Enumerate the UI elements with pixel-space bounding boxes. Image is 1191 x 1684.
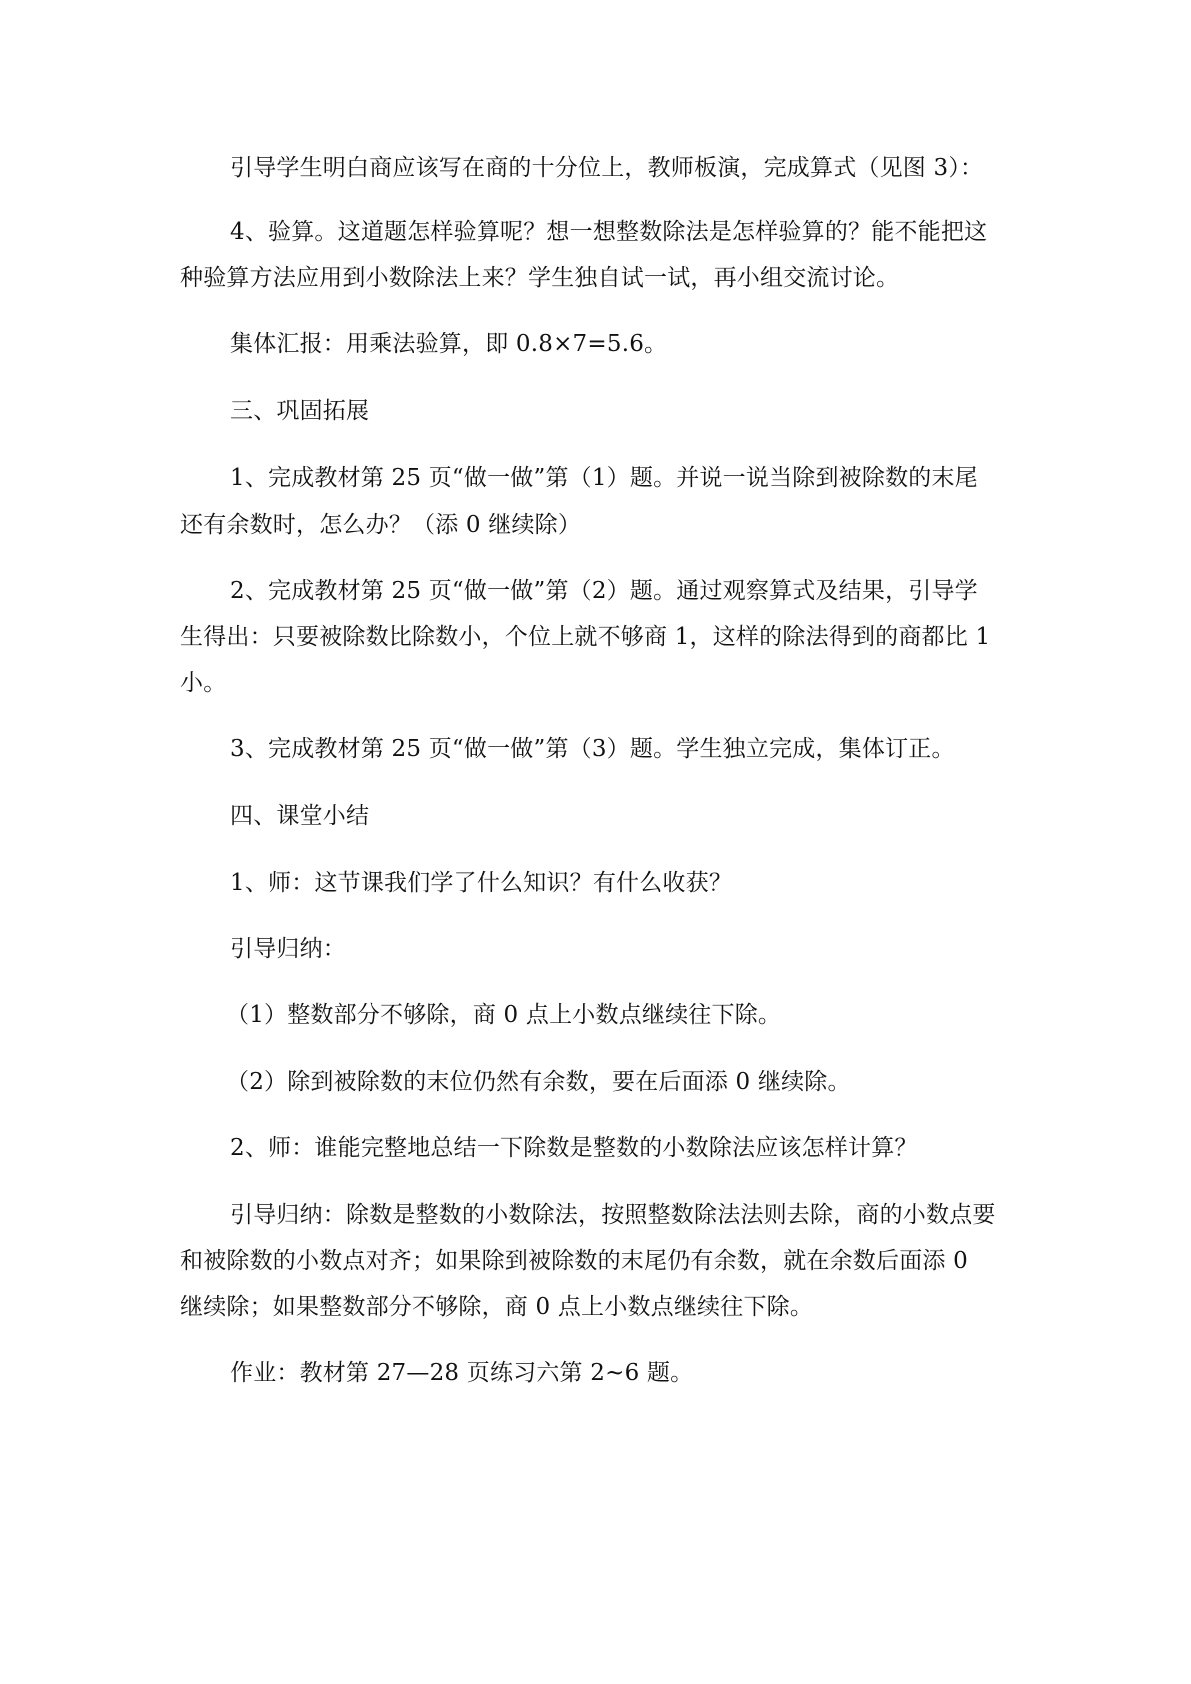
paragraph-line: 引导归纳：除数是整数的小数除法，按照整数除法法则去除，商的小数点要: [230, 1202, 996, 1228]
paragraph-line: 种验算方法应用到小数除法上来？学生独自试一试，再小组交流讨论。: [180, 265, 900, 291]
paragraph-line: 引导归纳：: [230, 936, 346, 962]
paragraph-line: 继续除；如果整数部分不够除，商 0 点上小数点继续往下除。: [180, 1294, 814, 1320]
paragraph-line: 小。: [180, 670, 227, 696]
section-heading: 四、课堂小结: [230, 803, 370, 829]
paragraph-line: 1、完成教材第 25 页“做一做”第（1）题。并说一说当除到被除数的末尾: [230, 465, 978, 491]
paragraph-line: 2、师：谁能完整地总结一下除数是整数的小数除法应该怎样计算？: [230, 1135, 918, 1161]
paragraph-line: 集体汇报：用乘法验算，即 0.8×7=5.6。: [230, 331, 668, 357]
paragraph-line: 4、验算。这道题怎样验算呢？想一想整数除法是怎样验算的？能不能把这: [230, 219, 988, 245]
paragraph-line: 引导学生明白商应该写在商的十分位上，教师板演，完成算式（见图 3）：: [230, 155, 984, 181]
paragraph-line: 3、完成教材第 25 页“做一做”第（3）题。学生独立完成，集体订正。: [230, 736, 955, 762]
paragraph-line: （1）整数部分不够除，商 0 点上小数点继续往下除。: [226, 1002, 782, 1028]
paragraph-line: 1、师：这节课我们学了什么知识？有什么收获？: [230, 870, 733, 896]
paragraph-line: （2）除到被除数的末位仍然有余数，要在后面添 0 继续除。: [226, 1069, 851, 1095]
paragraph-line: 还有余数时，怎么办？（添 0 继续除）: [180, 512, 582, 538]
paragraph-line: 生得出：只要被除数比除数小，个位上就不够商 1，这样的除法得到的商都比 1: [180, 624, 991, 650]
section-heading: 三、巩固拓展: [230, 398, 370, 424]
paragraph-line: 2、完成教材第 25 页“做一做”第（2）题。通过观察算式及结果，引导学: [230, 578, 978, 604]
paragraph-line: 和被除数的小数点对齐；如果除到被除数的末尾仍有余数，就在余数后面添 0: [180, 1248, 968, 1274]
paragraph-line: 作业：教材第 27—28 页练习六第 2~6 题。: [230, 1360, 694, 1386]
